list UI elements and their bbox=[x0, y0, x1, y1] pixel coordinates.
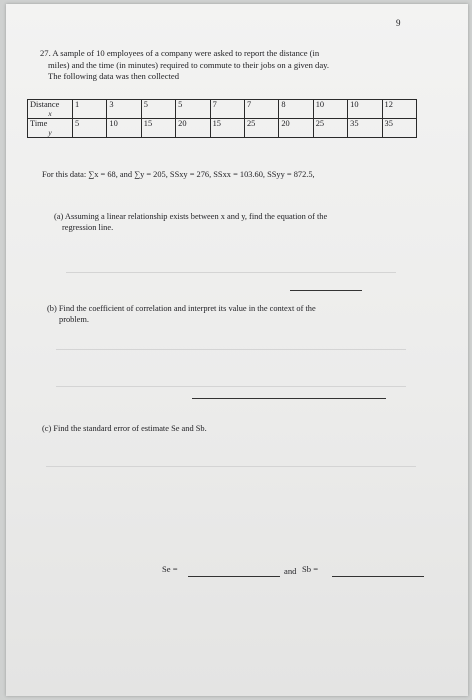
answer-line-sb bbox=[332, 576, 424, 577]
table-cell: 8 bbox=[279, 100, 313, 119]
table-cell: 25 bbox=[313, 119, 347, 138]
problem-line-2: miles) and the time (in minutes) required to commute to their jobs on a given day. bbox=[48, 59, 330, 70]
faint-guide-line bbox=[56, 349, 406, 350]
answer-line-se bbox=[188, 576, 280, 577]
table-cell: 20 bbox=[279, 119, 313, 138]
table-cell: 25 bbox=[244, 119, 278, 138]
table-cell: 35 bbox=[382, 119, 416, 138]
table-header-distance: Distance x bbox=[28, 100, 73, 119]
and-label: and bbox=[284, 566, 297, 576]
table-header-time: Time y bbox=[28, 119, 73, 138]
table-cell: 15 bbox=[141, 119, 175, 138]
data-table bbox=[27, 99, 417, 138]
table-cell: 10 bbox=[107, 119, 141, 138]
se-label: Se = bbox=[162, 564, 178, 574]
table-cell: 10 bbox=[348, 100, 382, 119]
page-number: 9 bbox=[396, 18, 401, 28]
question-part-b: (b) Find the coefficient of correlation and interpret its value in the context of the problem. bbox=[47, 304, 316, 324]
summary-statistics: For this data: ∑x = 68, and ∑y = 205, SSxy = 276, SSxx = 103.60, SSyy = 872.5, bbox=[42, 170, 315, 179]
answer-line-b bbox=[192, 398, 386, 399]
table-cell: 7 bbox=[244, 100, 278, 119]
table-cell: 12 bbox=[382, 100, 416, 119]
table-cell: 20 bbox=[176, 119, 210, 138]
table-cell: 1 bbox=[73, 100, 107, 119]
table-cell: 7 bbox=[210, 100, 244, 119]
table-cell: 35 bbox=[348, 119, 382, 138]
table-cell: 5 bbox=[141, 100, 175, 119]
table-cell: 5 bbox=[73, 119, 107, 138]
question-part-a: (a) Assuming a linear relationship exists between x and y, find the equation of the regression line. bbox=[54, 212, 328, 232]
answer-line-a bbox=[290, 290, 362, 291]
table-cell: 15 bbox=[210, 119, 244, 138]
table-row-time bbox=[28, 119, 417, 138]
table-cell: 3 bbox=[107, 100, 141, 119]
worksheet-page bbox=[6, 4, 468, 696]
sb-label: Sb = bbox=[302, 564, 319, 574]
table-cell: 10 bbox=[313, 100, 347, 119]
faint-guide-line bbox=[46, 466, 416, 467]
question-part-c: (c) Find the standard error of estimate Se and Sb. bbox=[42, 424, 207, 433]
faint-guide-line bbox=[66, 272, 396, 273]
problem-statement bbox=[40, 48, 400, 83]
table-cell: 5 bbox=[176, 100, 210, 119]
problem-line-3: The following data was then collected bbox=[48, 71, 180, 81]
problem-line-1: 27. A sample of 10 employees of a company were asked to report the distance (in bbox=[40, 48, 320, 58]
faint-guide-line bbox=[56, 386, 406, 387]
table-row-distance bbox=[28, 100, 417, 119]
